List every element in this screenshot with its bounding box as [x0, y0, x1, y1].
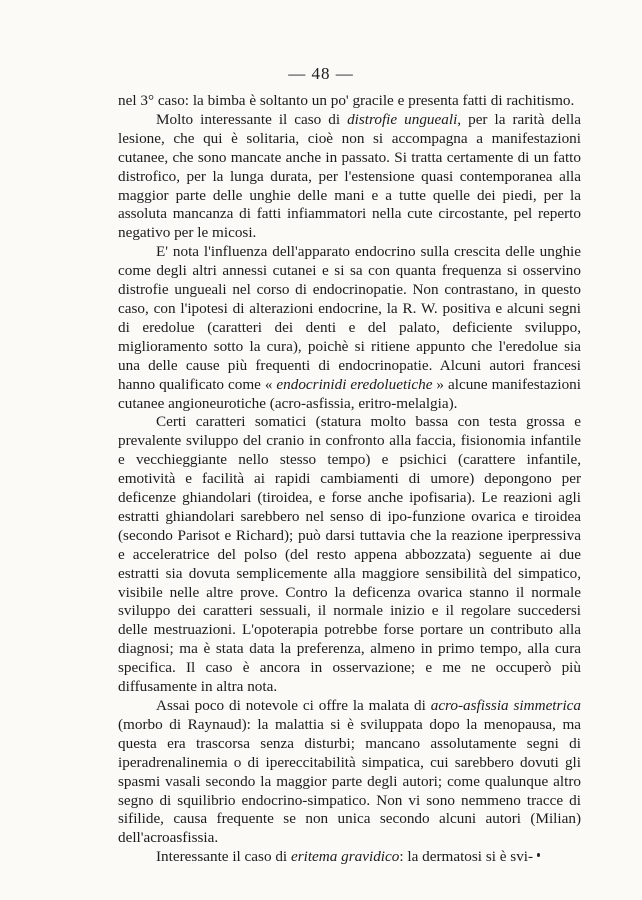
- text-run: E' nota l'influenza dell'apparato endocrino sulla crescita delle unghie come degli altri annessi cutanei e si sa con quanta frequenza si osservino distrofie ungueali nel corso di endocrinopatie. Non contrastano, in questo caso, con l'ipotesi di alterazioni endocrine, la R. W. positiva e alcuni segni di eredolue (caratteri dei denti e del palato, deficiente sviluppo, miglioramento sotto la cura), poichè si ritiene appunto che l'eredolue sia una delle cause più frequenti di endocrinopatie. Alcuni autori francesi hanno qualificato come «: [118, 243, 581, 393]
- text-run: » alcune manifestazioni cutanee angioneurotiche (acro-asfissia, eritro-melalgia).: [118, 375, 581, 412]
- paragraph: [118, 92, 581, 111]
- body-text: [118, 92, 581, 867]
- text-run: Interessante il caso di: [156, 848, 291, 866]
- text-run: : la dermatosi si è svi-: [399, 848, 534, 866]
- italic-term: acro-asfissia simmetrica: [430, 697, 581, 714]
- paragraph: [118, 413, 581, 697]
- text-run: Assai poco di notevole ci offre la malata di: [156, 697, 431, 714]
- italic-term: eritema gravidico: [290, 848, 400, 866]
- italic-term: distrofie ungueali: [347, 110, 458, 128]
- paragraph: [118, 111, 581, 243]
- text-run: Molto interessante il caso di: [156, 110, 348, 128]
- paragraph: [118, 243, 581, 413]
- page-number: — 48 —: [288, 64, 354, 83]
- italic-term: endocrinidi eredoluetiche: [276, 375, 433, 393]
- text-run: Certi caratteri somatici (statura molto bassa con testa grossa e prevalente sviluppo del cranio in confronto alla faccia, fisionomia infantile e vecchieggiante nello stesso tempo) e psichici (carattere infantile, emotività e facilità ai rapidi cambiamenti di umore) depongono per deficenze ghiandolari (tiroidea, e forse anche ipofisaria). Le reazioni agli estratti ghiandolari sarebbero nel senso di ipo-funzione ovarica e tiroidea (secondo Parisot e Richard); può darsi tuttavia che la reazione iperpressiva e acceleratrice del polso (del resto appena abbozzata) seguente ai due estratti sia dovuta semplicemente alla maggiore sensibilità del simpatico, visibile nelle altre prove. Contro la deficenza ovarica stanno il normale sviluppo dei caratteri sessuali, il normale inizio e il regolare succedersi delle mestruazioni. L'opoterapia potrebbe forse portare un contributo alla diagnosi; ma è stata data la preferenza, almeno in primo tempo, alla cura specifica. Il caso è ancora in osservazione; e me ne occuperò più diffusamente in altra nota.: [118, 413, 581, 696]
- text-run: (morbo di Raynaud): la malattia si è sviluppata dopo la menopausa, ma questa era trascorsa senza disturbi; mancano assolutamente segni di iperadrenalinemia o di ipereccitabilità simpatica, cui sarebbero dovuti gli spasmi vasali secondo la maggior parte degli autori; come qualunque altro segno di squilibrio endocrino-simpatico. Non vi sono nemmeno tracce di sifilide, causa frequente se non unica secondo alcuni autori (Milian) dell'acroasfissia.: [118, 715, 581, 847]
- text-run: , per la rarità della lesione, che qui è solitaria, cioè non si accompagna a manifestazioni cutanee, che sono mancate anche in passato. Si tratta certamente di un fatto distrofico, per la lunga durata, per l'estensione quasi contemporanea alla maggior parte delle unghie delle mani e a tutte quelle dei piedi, per la assoluta mancanza di fatti infiammatori nella cute circostante, pel reperto negativo per le micosi.: [118, 110, 582, 242]
- paragraph: [118, 697, 581, 848]
- text-run: nel 3° caso: la bimba è soltanto un po' gracile e presenta fatti di rachitismo.: [118, 92, 575, 109]
- ink-speck: [537, 853, 540, 857]
- paragraph: [118, 848, 581, 867]
